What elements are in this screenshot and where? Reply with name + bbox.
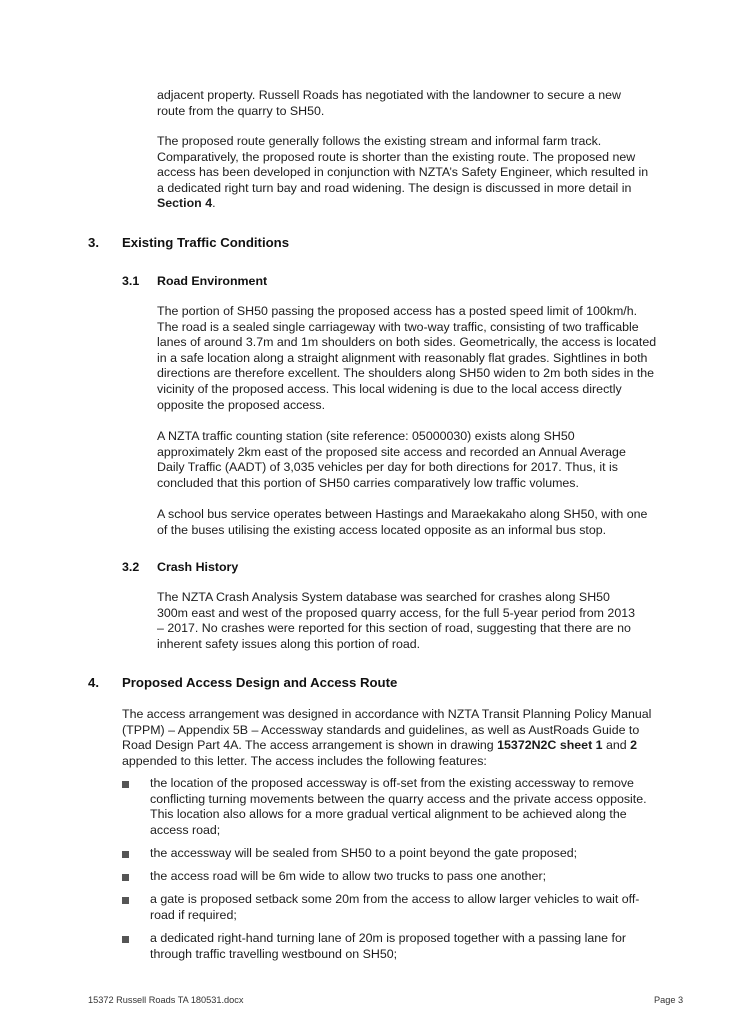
subsection-3-2-title: Crash History: [157, 560, 239, 574]
intro-paragraph-2: [157, 134, 657, 212]
section-4-reference: Section 4: [157, 196, 213, 211]
footer-filename: 15372 Russell Roads TA 180531.docx: [88, 995, 244, 1005]
bullet-marker-5: [122, 931, 136, 946]
square-bullet-icon: [122, 781, 129, 788]
road-environment-paragraph-3: A school bus service operates between Hastings and Maraekakaho along SH50, with one of the buses utilising the existing access located opposite as an informal bus stop.: [157, 507, 648, 537]
road-environment-paragraph-1: The portion of SH50 passing the proposed access has a posted speed limit of 100km/h. The road is a sealed single carriageway with two-way traffic, consisting of two trafficable lanes of around 3.7m and 1m shoulders on both sides. Geometrically, the access is located in a safe location along a straight alignment with reasonably flat grades. Sightlines in both directions are therefore excellent. The shoulders along SH50 widen to 2m both sides in the vicinity of the proposed access. This local widening is due to the local access directly opposite the proposed access.: [157, 304, 657, 412]
subsection-3-1-title: Road Environment: [157, 274, 268, 288]
section-4-title: Proposed Access Design and Access Route: [122, 675, 398, 690]
footer-page-number: Page 3: [654, 995, 684, 1005]
square-bullet-icon: [122, 936, 129, 943]
section-4-number: 4.: [88, 675, 99, 690]
intro-p2-end: .: [212, 196, 216, 211]
section-3-title: Existing Traffic Conditions: [122, 235, 290, 250]
access-design-text-c: appended to this letter. The access includes the following features:: [122, 753, 487, 768]
access-design-text-a: The access arrangement was designed in accordance with NZTA Transit Planning Policy Manual (TPPM) – Appendix 5B – Accessway standards and guidelines, as well as AustRoads Guide to Road Design Part 4A. The access arrangement is shown in drawing: [122, 707, 652, 753]
drawing-reference-sheet-2: 2: [630, 738, 637, 753]
subsection-3-2-number: 3.2: [122, 560, 140, 574]
crash-history-paragraph: The NZTA Crash Analysis System database was searched for crashes along SH50 300m east and west of the proposed quarry access, for the full 5-year period from 2013 – 2017. No crashes were reported for this section of road, suggesting that there are no inherent safety issues along this portion of road.: [157, 590, 635, 651]
bullet-marker-2: [122, 846, 136, 861]
list-item: a gate is proposed setback some 20m from the access to allow larger vehicles to wait off-road if required;: [150, 892, 640, 922]
bullet-marker-3: [122, 869, 136, 884]
access-design-paragraph: [122, 707, 657, 769]
list-item: the location of the proposed accessway is off-set from the existing accessway to remove conflicting turning movements between the quarry access and the private access opposite. This location also allows for a more gradual vertical alignment to be achieved along the access road;: [150, 776, 647, 837]
subsection-3-1-number: 3.1: [122, 274, 140, 288]
square-bullet-icon: [122, 874, 129, 881]
intro-paragraph-1: adjacent property. Russell Roads has negotiated with the landowner to secure a new route from the quarry to SH50.: [157, 88, 622, 118]
access-design-and: and: [602, 738, 631, 753]
square-bullet-icon: [122, 897, 129, 904]
square-bullet-icon: [122, 851, 129, 858]
section-3-number: 3.: [88, 235, 99, 250]
list-item: a dedicated right-hand turning lane of 20m is proposed together with a passing lane for through traffic travelling westbound on SH50;: [150, 931, 626, 961]
bullet-marker-1: [122, 776, 136, 791]
bullet-marker-4: [122, 892, 136, 907]
drawing-reference-sheet-1: 15372N2C sheet 1: [497, 738, 603, 753]
list-item: the access road will be 6m wide to allow two trucks to pass one another;: [150, 869, 547, 883]
list-item: the accessway will be sealed from SH50 to a point beyond the gate proposed;: [150, 846, 578, 860]
road-environment-paragraph-2: A NZTA traffic counting station (site reference: 05000030) exists along SH50 approximately 2km east of the proposed site access and recorded an Annual Average Daily Traffic (AADT) of 3,035 vehicles per day for both directions for 2017. Thus, it is concluded that this portion of SH50 carries comparatively low traffic volumes.: [157, 429, 626, 490]
intro-p2-text: The proposed route generally follows the existing stream and informal farm track. Comparatively, the proposed route is shorter than the existing route. The proposed new access has been developed in conjunction with NZTA’s Safety Engineer, which resulted in a dedicated right turn bay and road widening. The design is discussed in more detail in: [157, 134, 649, 195]
